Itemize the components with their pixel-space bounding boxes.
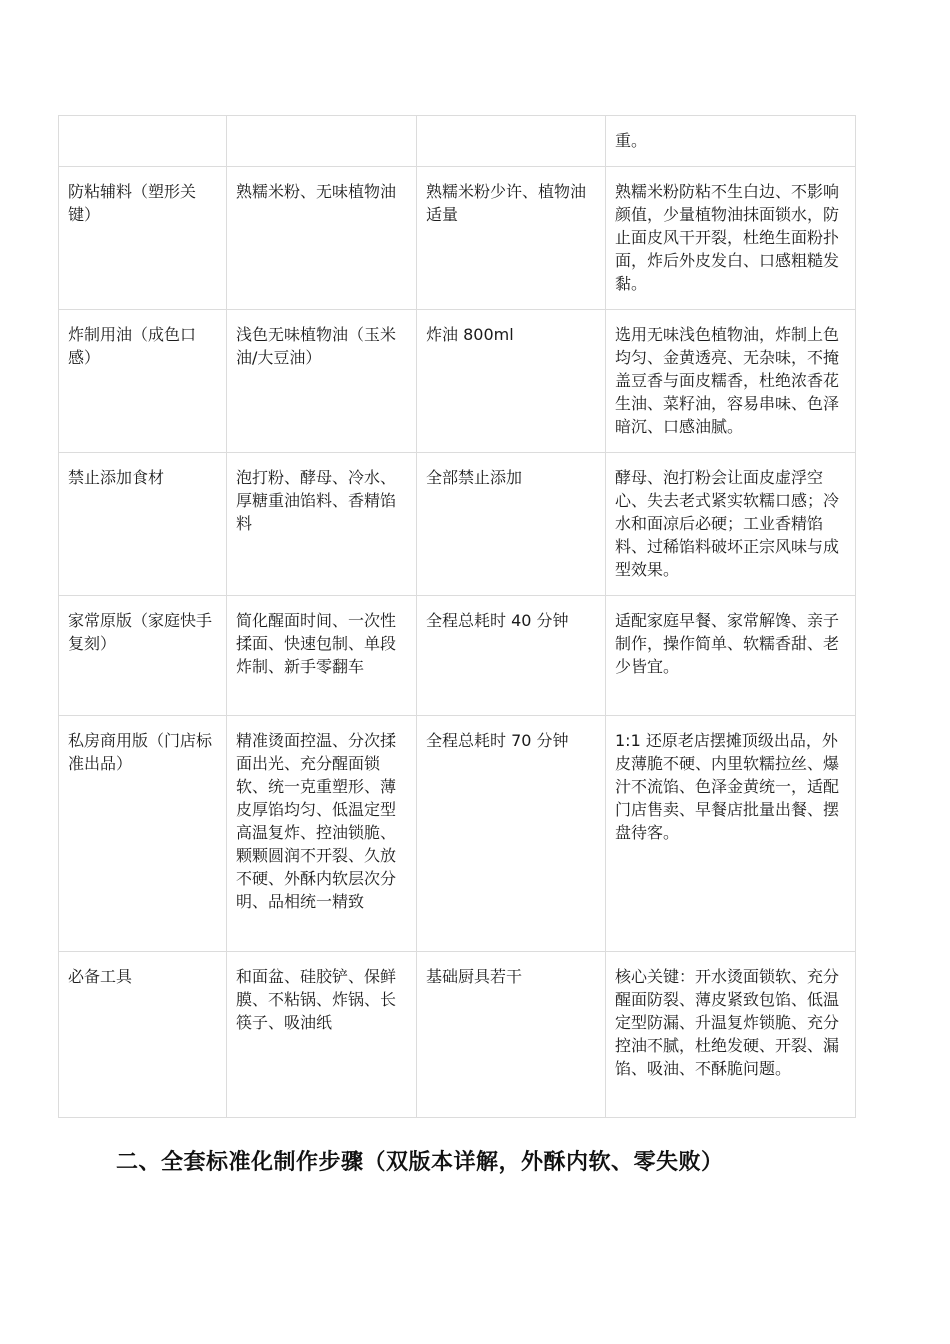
table-cell: 核心关键：开水烫面锁软、充分醒面防裂、薄皮紧致包馅、低温定型防漏、升温复炸锁脆、充分控油不腻，杜绝发硬、开裂、漏馅、吸油、不酥脆问题。 <box>606 952 856 1118</box>
table-cell: 熟糯米粉、无味植物油 <box>227 167 417 310</box>
table-cell: 酵母、泡打粉会让面皮虚浮空心、失去老式紧实软糯口感；冷水和面凉后必硬；工业香精馅料、过稀馅料破坏正宗风味与成型效果。 <box>606 453 856 596</box>
table-cell: 炸制用油（成色口感） <box>59 310 227 453</box>
table-cell: 简化醒面时间、一次性揉面、快速包制、单段炸制、新手零翻车 <box>227 596 417 716</box>
section-heading: 二、全套标准化制作步骤（双版本详解，外酥内软、零失败） <box>116 1150 724 1175</box>
table-cell: 炸油 800ml <box>417 310 606 453</box>
table-cell: 熟糯米粉少许、植物油适量 <box>417 167 606 310</box>
table-row <box>59 116 856 167</box>
table-cell: 必备工具 <box>59 952 227 1118</box>
table-cell: 禁止添加食材 <box>59 453 227 596</box>
table-cell <box>417 116 606 167</box>
table-cell: 防粘辅料（塑形关键） <box>59 167 227 310</box>
table-cell: 1:1 还原老店摆摊顶级出品，外皮薄脆不硬、内里软糯拉丝、爆汁不流馅、色泽金黄统一，适配门店售卖、早餐店批量出餐、摆盘待客。 <box>606 716 856 952</box>
table-cell: 浅色无味植物油（玉米油/大豆油） <box>227 310 417 453</box>
table-row <box>59 310 856 453</box>
table-cell: 精准烫面控温、分次揉面出光、充分醒面锁软、统一克重塑形、薄皮厚馅均匀、低温定型高温复炸、控油锁脆、颗颗圆润不开裂、久放不硬、外酥内软层次分明、品相统一精致 <box>227 716 417 952</box>
table-cell: 私房商用版（门店标准出品） <box>59 716 227 952</box>
table-cell: 选用无味浅色植物油，炸制上色均匀、金黄透亮、无杂味，不掩盖豆香与面皮糯香，杜绝浓香花生油、菜籽油，容易串味、色泽暗沉、口感油腻。 <box>606 310 856 453</box>
table-cell: 熟糯米粉防粘不生白边、不影响颜值，少量植物油抹面锁水，防止面皮风干开裂，杜绝生面粉扑面，炸后外皮发白、口感粗糙发黏。 <box>606 167 856 310</box>
table-cell: 全程总耗时 40 分钟 <box>417 596 606 716</box>
table-cell: 重。 <box>606 116 856 167</box>
ingredient-table <box>58 115 856 1118</box>
table-row <box>59 716 856 952</box>
table-row <box>59 453 856 596</box>
table-row <box>59 167 856 310</box>
table-cell: 全程总耗时 70 分钟 <box>417 716 606 952</box>
table-cell: 和面盆、硅胶铲、保鲜膜、不粘锅、炸锅、长筷子、吸油纸 <box>227 952 417 1118</box>
table-cell: 基础厨具若干 <box>417 952 606 1118</box>
table-cell <box>227 116 417 167</box>
table-cell: 泡打粉、酵母、冷水、厚糖重油馅料、香精馅料 <box>227 453 417 596</box>
table-cell: 家常原版（家庭快手复刻） <box>59 596 227 716</box>
table-cell: 全部禁止添加 <box>417 453 606 596</box>
table-cell: 适配家庭早餐、家常解馋、亲子制作，操作简单、软糯香甜、老少皆宜。 <box>606 596 856 716</box>
table-cell <box>59 116 227 167</box>
table-row <box>59 596 856 716</box>
table-row <box>59 952 856 1118</box>
